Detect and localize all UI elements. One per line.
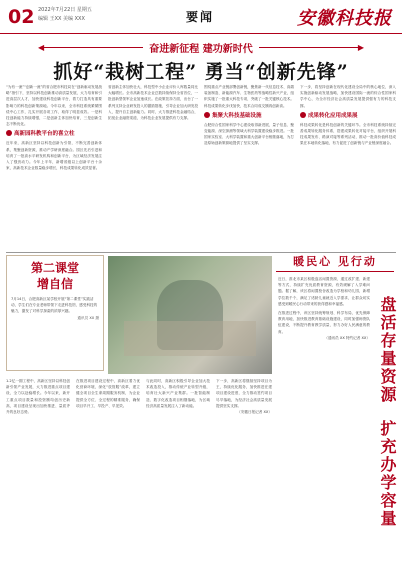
bullet-icon: [300, 112, 306, 118]
news-photo: [108, 256, 272, 374]
lead-col2-text: 省创新主体加快壮大，科技型中小企业评价入库数量同比大幅增长。全市高新技术企业总数持续保持全省首位，一批创新型领军企业加速成长。在政策扶持方面，出台了一系列支持企业研发投入的激励措施，引导企业加大研发投入，提升自主创新能力。同时，大力推进科技金融结合，拓宽企业融资渠道，为科技企业发展提供有力支撑。: [108, 85, 198, 121]
bullet-icon: [204, 112, 210, 118]
second-col2-text: 在推进项目建设过程中，高新区着力优化营商环境，深化“放管服”改革，建立健全项目全生命周期服务机制，为企业提供全方位、全过程的精准服务，确保项目早开工、早投产、早见效。: [76, 379, 140, 408]
lead-column-4: [300, 84, 396, 252]
page-header: [0, 0, 402, 34]
bullet-icon: [6, 130, 12, 136]
arrow-left-icon: ◀: [38, 42, 45, 52]
feature-vertical-title-1: 盘活存量资源: [378, 296, 397, 404]
second-col4-text: 下一步，高新区将继续坚持项目为王，持续优化服务，加快推进在建项目建设进度，全力推动签约项目尽早落地，为经济社会高质量发展提供坚实支撑。: [216, 379, 272, 408]
feature-source: （通讯员 XX 特约记者 XX）: [324, 335, 370, 340]
feature-body-text: 近日，淮北市某区积极盘活闲置资源，通过改扩建、新建等方式，持续扩充优质教育资源，有效缓解了入学难问题。据了解，该区将闲置校舍改造为学校和幼儿园，新增学位数千个，满足了适龄儿童就近入学需求，让群众切实感受到暖民心行动带来的获得感和幸福感。: [278, 277, 370, 306]
feature-banner-text: 暖民心 见行动: [293, 255, 377, 268]
lead-column-1: [6, 84, 102, 252]
feature-rule: [276, 271, 394, 272]
kicker-bar: [38, 40, 364, 54]
photo-foreground: [124, 321, 255, 356]
lead-column-3: [204, 84, 294, 252]
second-col1-text: 1.2亿一期工程中，高新区坚持以科技创新引领产业发展，大力推进重点项目建设，全力以赴稳增长。今年以来，新开工重点项目数量和投资额均创历史新高，项目建设呈现出加快推进、量质齐升的良好态势。: [6, 379, 70, 415]
sidebar-credit: 通讯员 XX 摄: [77, 316, 99, 320]
section-title: 要闻: [186, 10, 215, 24]
second-column-4: [216, 378, 272, 570]
arrow-right-icon: ▶: [357, 42, 365, 52]
lead-subhead-2: 集聚大科技基础设施: [204, 112, 294, 120]
second-column-2: [76, 378, 140, 570]
lead-col1b-text: 近年来，高新区坚持以科技创新为引领，不断完善创新体系，集聚创新资源，推动产学研深度融合。园区先后引进和培育了一批高水平研发机构和创新平台，为区域经济发展注入了强劲动力。今年上半年，新增省级以上创新平台十余家，高新技术企业数量稳步增长，科技成果转化成效显著。: [6, 141, 102, 171]
lead-subhead-3: 成果转化应用成果展: [300, 112, 396, 120]
lead-headline: 抓好“栽树工程” 勇当“创新先锋”: [53, 61, 349, 83]
lead-col1-text: “为有一流”“创新一流”的省合肥市科技局在“创新驱动发展战略”指引下，坚持以科技创新推动高质量发展，大力培育和引进高层次人才，加快建设科技创新平台，着力打造具有重要影响力的科技创新策源地。今年以来，全市科技系统紧紧围绕中心工作，扎实开展各项工作，取得了明显成效。一是科技创新能力持续增强，二是创新主体加快培育，三是创新生态不断优化。: [6, 85, 102, 127]
feature-vertical-title-2: 扩充办学容量: [378, 420, 397, 528]
lead-column-2: [108, 84, 198, 252]
issue-date: 2022年7月22日 星期五: [38, 7, 92, 13]
page-number: 02: [8, 6, 35, 28]
feature-body2-text: 在推进过程中，该区坚持统筹规划、科学布局，优先保障教育用地，加快推进教育基础设施建设，同时加强师资队伍建设，不断提升教育教学质量，努力办好人民满意的教育。: [278, 311, 370, 334]
second-col3-text: 与此同时，高新区积极引导企业加大技术改造投入，推动传统产业转型升级，培育壮大新兴产业集群。一批智能制造、数字化改造项目相继落地，为区域经济高质量发展注入了新动能。: [146, 379, 210, 408]
feature-banner: [276, 253, 394, 269]
kicker-text: 奋进新征程 建功新时代: [149, 43, 253, 55]
lead-col3-text: 围绕重点产业链部署创新链，聚焦新一代信息技术、高端装备制造、新能源汽车、生物医药等战略性新兴产业，组织实施了一批重大科技专项，突破了一批关键核心技术。科技成果转化步伐加快，技术合同成交额再创新高。: [204, 85, 294, 108]
lead-col4b-text: 科技成果转化是科技创新的关键环节。全市科技系统持续完善成果转化服务体系，搭建成果转化对接平台，组织开展科技成果发布、路演对接等系列活动，推动一批高价值科技成果在本地转化落地，有力促进了创新链与产业链深度融合。: [300, 122, 396, 146]
kicker-rule: [259, 47, 358, 48]
kicker-rule: [44, 47, 143, 48]
lead-col4-text: 下一步，将坚持创新在现代化建设全局中的核心地位，深入实施创新驱动发展战略，加快建设国际一流的综合性国家科学中心，为全市经济社会高质量发展提供强有力的科技支撑。: [300, 85, 396, 108]
newspaper-masthead: 安徽科技报: [297, 8, 392, 29]
second-column-3: [146, 378, 210, 570]
lead-subhead-1: 高新园科教平台的喜立柱: [6, 130, 102, 138]
lead-col3b-text: 合肥综合性国家科学中心建设取得新进展，量子信息、聚变能源、深空探测等领域大科学装置建设稳步推进。一批国家实验室、大科学装置和重大创新平台相继落地，为打造原始创新策源地提供了坚实支撑。: [204, 122, 294, 146]
second-story-source: （安徽日报记者 XX）: [237, 410, 272, 415]
sidebar-title: 第二课堂 增自信: [30, 261, 79, 291]
feature-body-column: [278, 276, 370, 570]
sidebar-body: 7月14日，合肥高新区某学校开展“第二课堂”实践活动，学生们在专业老师带领下走进科技馆，感受科技的魅力，激发了对科学探索的浓厚兴趣。: [11, 297, 98, 313]
sidebar-box: [6, 255, 104, 371]
editor-line: 编辑 王XX 美编 XXX: [38, 16, 85, 22]
second-column-1: [6, 378, 70, 570]
